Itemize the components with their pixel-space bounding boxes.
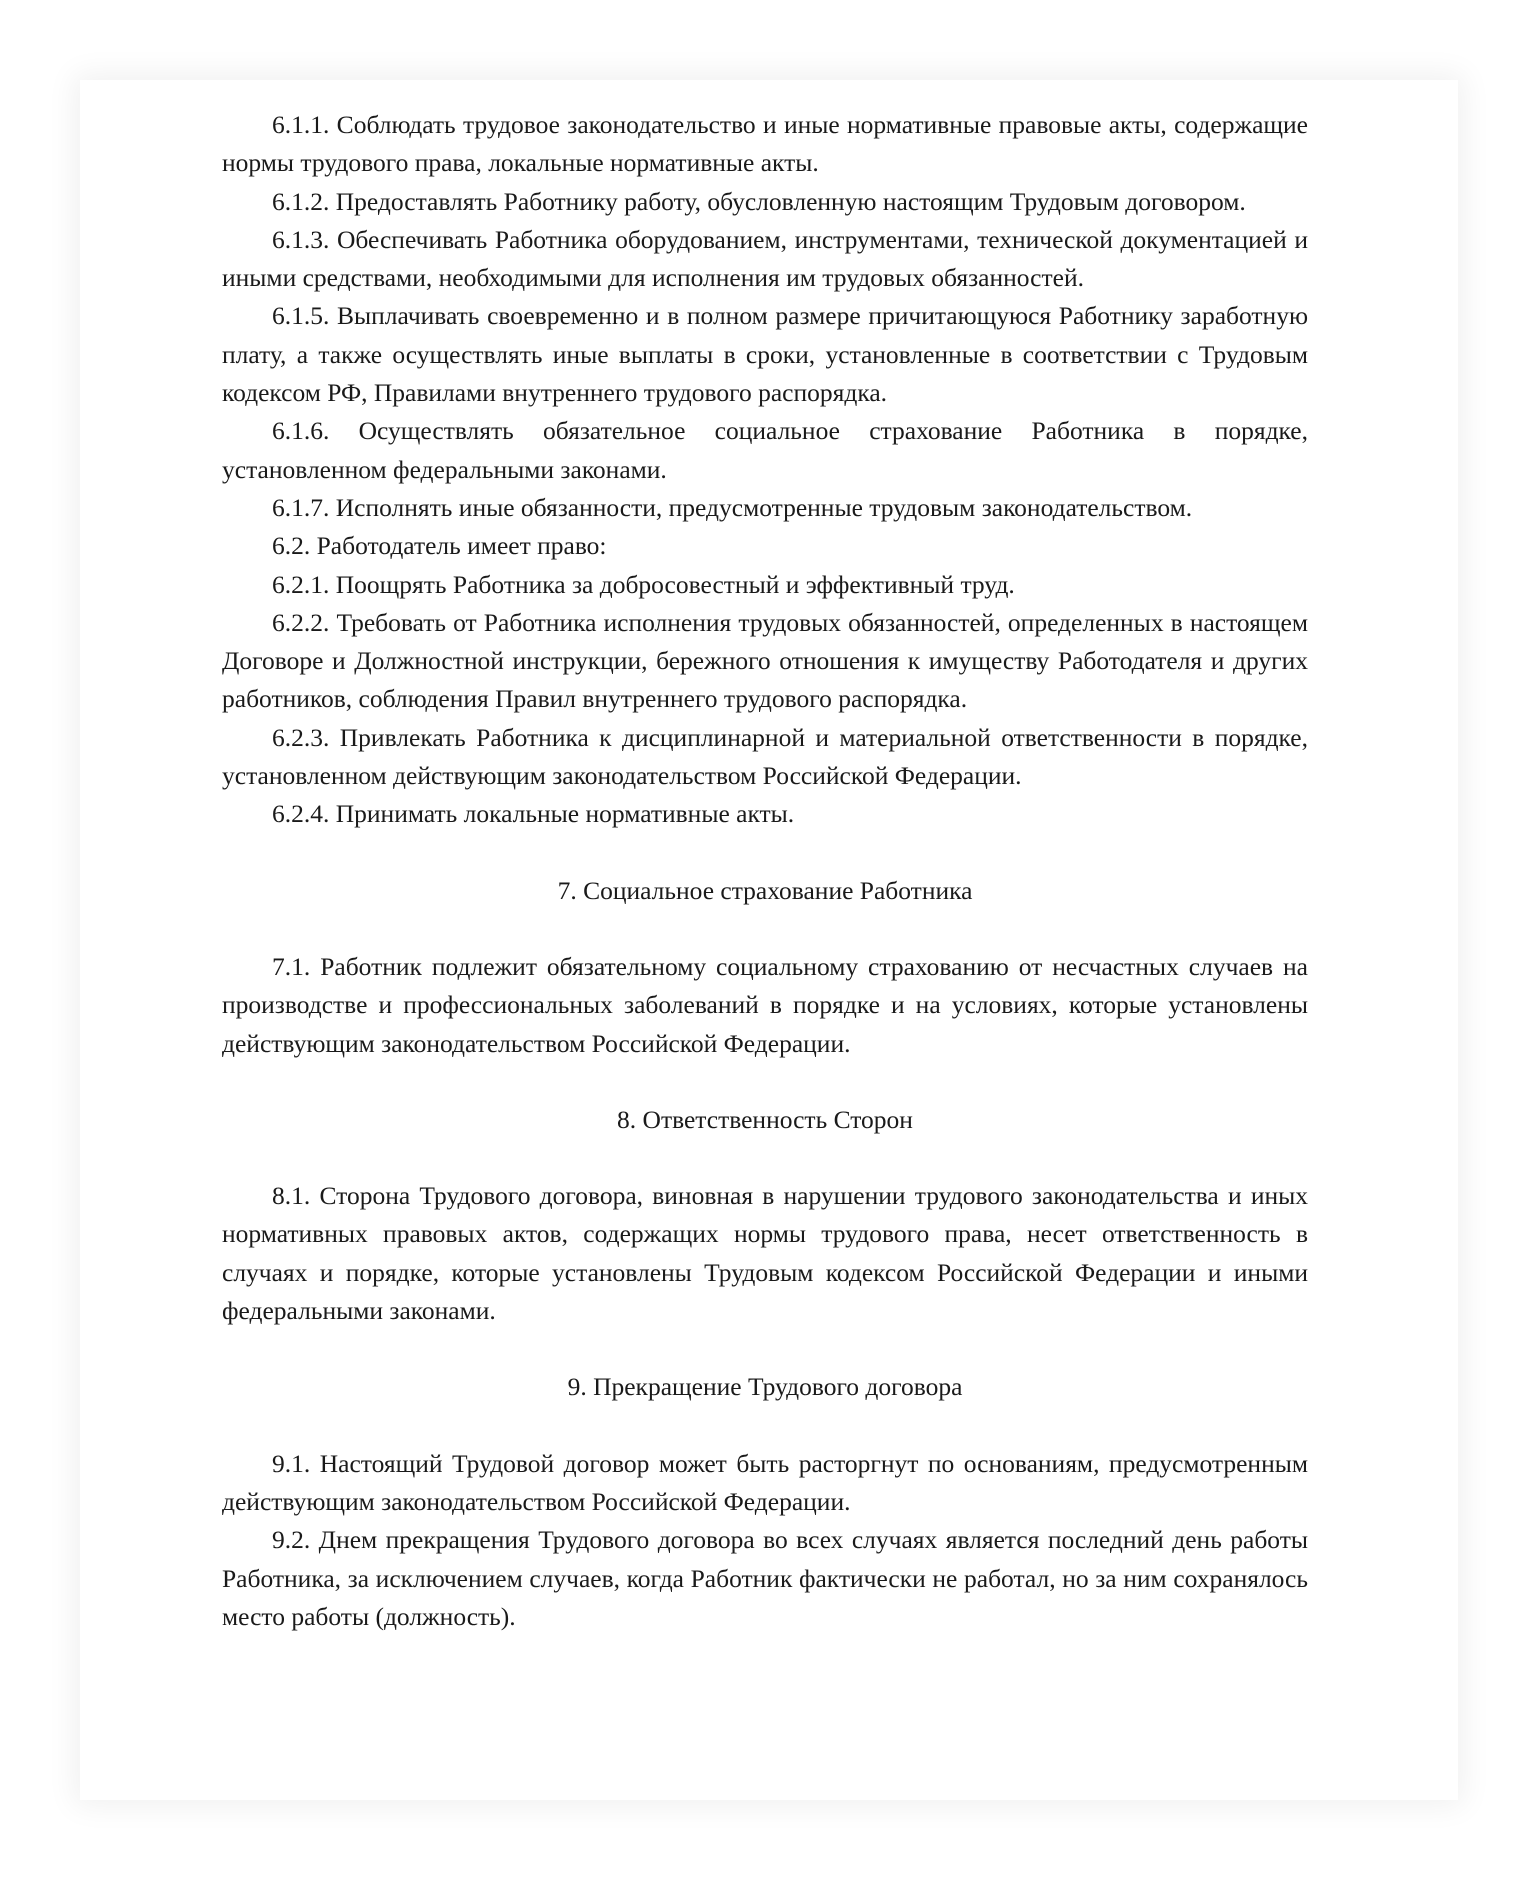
clause-6-1-3: 6.1.3. Обеспечивать Работника оборудованием, инструментами, технической документацией и иными средствами, необходимыми для исполнения им трудовых обязанностей. — [222, 224, 1308, 293]
document-page — [80, 80, 1458, 1800]
clause-6-2-4: 6.2.4. Принимать локальные нормативные акты. — [272, 799, 795, 829]
clause-6-2-3: 6.2.3. Привлекать Работника к дисциплинарной и материальной ответственности в порядке, установленном действующим законодательством Российской Федерации. — [222, 722, 1308, 791]
clause-8-1: 8.1. Сторона Трудового договора, виновная в нарушении трудового законодательства и иных нормативных правовых актов, содержащих нормы трудового права, несет ответственность в случаях и порядке, которые установлены Трудовым кодексом Российской Федерации и иными федеральными законами. — [222, 1181, 1308, 1326]
clause-7-1: 7.1. Работник подлежит обязательному социальному страхованию от несчастных случаев на производстве и профессиональных заболеваний в порядке и на условиях, которые установлены действующим законодательством Российской Федерации. — [222, 951, 1308, 1058]
section-7-heading: 7. Социальное страхование Работника — [557, 875, 973, 905]
clause-9-2: 9.2. Днем прекращения Трудового договора во всех случаях является последний день работы Работника, за исключением случаев, когда Работник фактически не работал, но за ним сохранялось место работы (должность). — [222, 1525, 1308, 1631]
clause-6-2-2: 6.2.2. Требовать от Работника исполнения трудовых обязанностей, определенных в настоящем Договоре и Должностной инструкции, бережного отношения к имуществу Работодателя и других работников, соблюдения Правил внутреннего трудового распорядка. — [222, 607, 1308, 714]
document-body — [222, 106, 1308, 1636]
clause-6-2: 6.2. Работодатель имеет право: — [272, 531, 607, 561]
clause-9-1: 9.1. Настоящий Трудовой договор может быть расторгнут по основаниям, предусмотренным действующим законодательством Российской Федерации. — [222, 1448, 1308, 1516]
clause-6-1-7: 6.1.7. Исполнять иные обязанности, предусмотренные трудовым законодательством. — [272, 492, 1193, 522]
clause-6-1-6: 6.1.6. Осуществлять обязательное социальное страхование Работника в порядке, установленном федеральными законами. — [222, 416, 1308, 484]
section-8-heading: 8. Ответственность Сторон — [617, 1104, 913, 1134]
clause-6-1-5: 6.1.5. Выплачивать своевременно и в полном размере причитающуюся Работнику заработную плату, а также осуществлять иные выплаты в сроки, установленные в соответствии с Трудовым кодексом РФ, Правилами внутреннего трудового распорядка. — [222, 301, 1308, 408]
section-9-heading: 9. Прекращение Трудового договора — [567, 1372, 963, 1402]
clause-6-1-1: 6.1.1. Соблюдать трудовое законодательство и иные нормативные правовые акты, содержащие нормы трудового права, локальные нормативные акты. — [222, 110, 1308, 178]
clause-6-2-1: 6.2.1. Поощрять Работника за добросовестный и эффективный труд. — [272, 569, 1015, 599]
clause-6-1-2: 6.1.2. Предоставлять Работнику работу, обусловленную настоящим Трудовым договором. — [272, 186, 1246, 216]
